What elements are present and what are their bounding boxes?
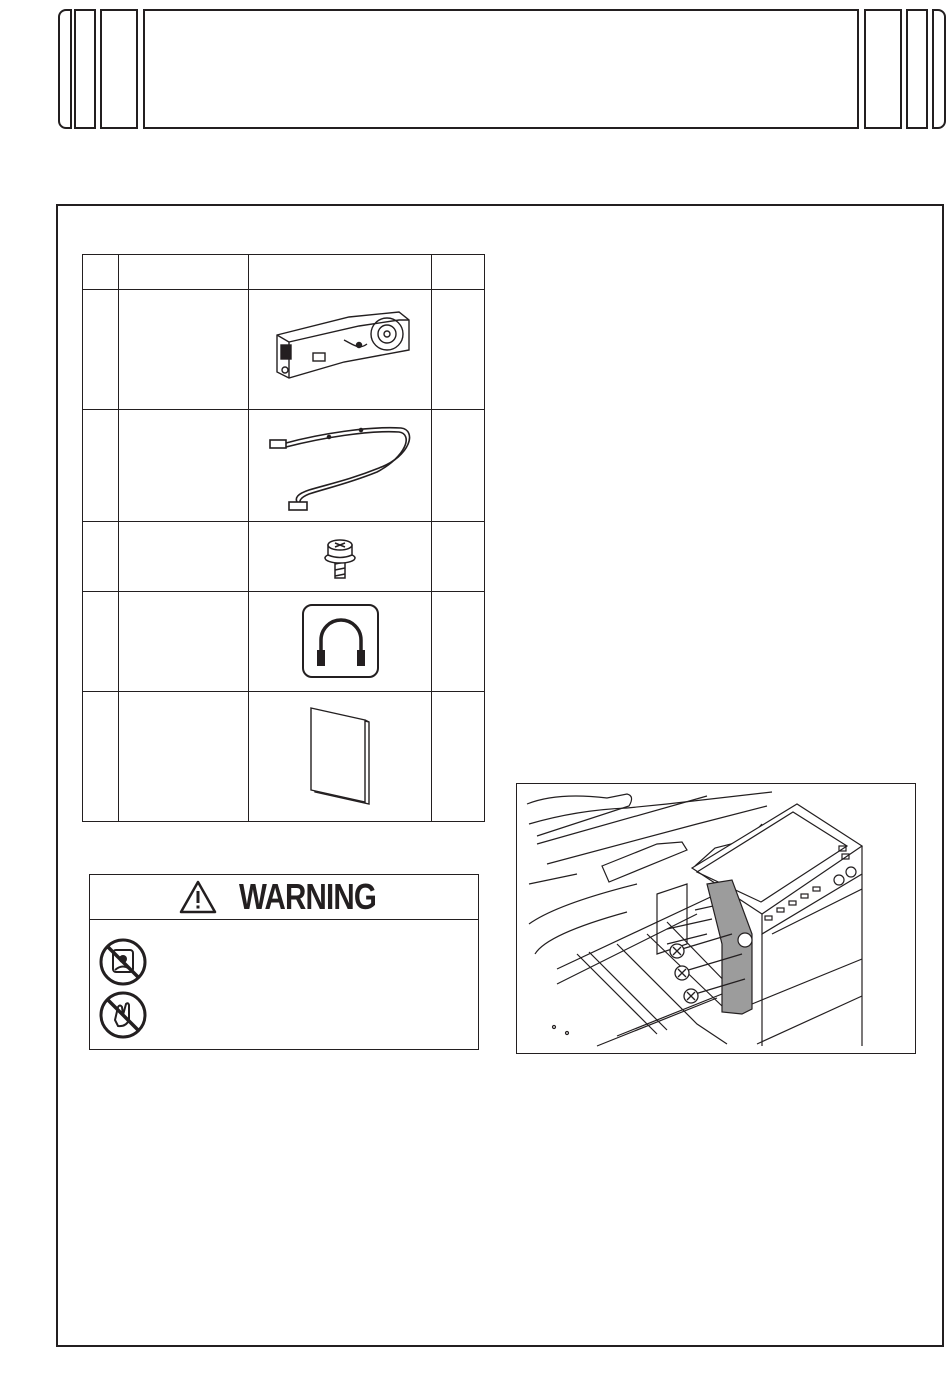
table-row: [83, 410, 485, 522]
header-cell-shape: [249, 255, 432, 290]
header-cell-no: [83, 255, 119, 290]
table-row: [83, 522, 485, 592]
screw-cell: [249, 522, 432, 592]
machine-illustration: [517, 784, 914, 1052]
headphone-label-cell: [249, 592, 432, 692]
header-tab-right-outer: [932, 9, 946, 129]
header-tab-left-1: [74, 9, 96, 129]
machine-illustration-frame: [516, 783, 916, 1054]
header-cell-name: [119, 255, 249, 290]
flat-cable-icon: [249, 410, 432, 521]
no-disassembly-icon: [98, 937, 148, 987]
header-title-box: [143, 9, 859, 129]
header-tab-right-1: [864, 9, 902, 129]
warning-title: WARNING: [238, 876, 376, 917]
table-row: [83, 692, 485, 822]
screw-icon: [249, 522, 432, 591]
warning-header: [90, 875, 478, 920]
table-row: [83, 290, 485, 410]
booklet-cell: [249, 692, 432, 822]
header-tab-right-2: [906, 9, 928, 129]
flat-cable-cell: [249, 410, 432, 522]
warning-box: [89, 874, 479, 1050]
fan-unit-icon: [249, 290, 432, 409]
header-cell-qty: [432, 255, 485, 290]
parts-table: [82, 254, 485, 822]
fan-unit-cell: [249, 290, 432, 410]
table-row: [83, 592, 485, 692]
header-tab-left-outer: [58, 9, 72, 129]
headphone-label-icon: [249, 592, 432, 691]
header-tab-left-2: [100, 9, 138, 129]
parts-table-header: [83, 255, 485, 290]
instruction-booklet-icon: [249, 692, 432, 821]
no-touch-icon: [98, 990, 148, 1040]
warning-triangle-icon: [178, 879, 218, 915]
